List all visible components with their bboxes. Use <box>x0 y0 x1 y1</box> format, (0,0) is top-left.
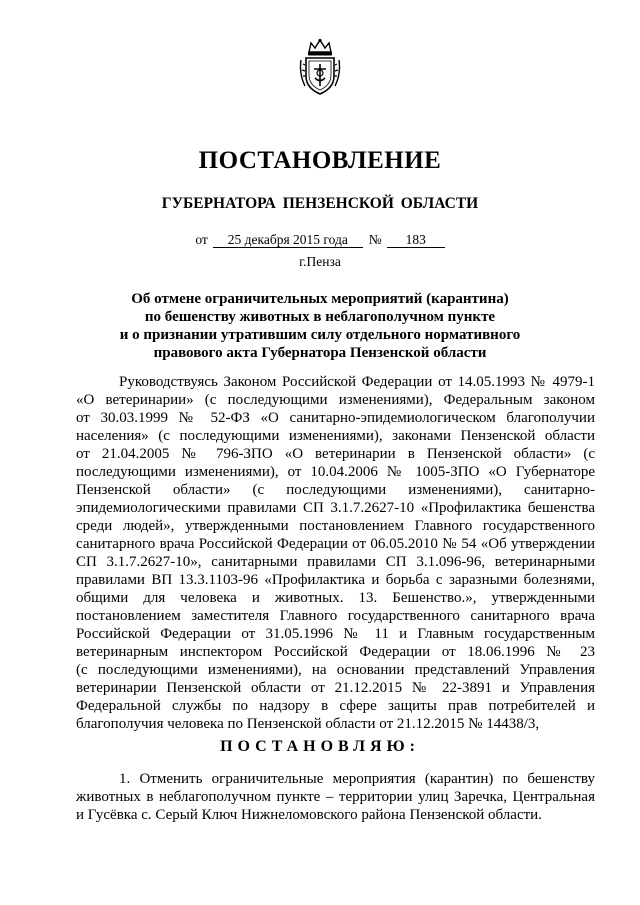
preamble-line: благополучия человека по Пензенской области от 21.12.2015 № 14438/3, <box>76 716 540 732</box>
preamble-line: Руководствуясь Законом Российской Федерации от 14.05.1993 № 4979-1 <box>119 374 595 390</box>
document-heading <box>100 290 540 362</box>
preamble-line: Федеральной службы по надзору в сфере защиты прав потребителей и <box>76 698 595 714</box>
preamble-line: СП 3.1.7.2627-10», санитарными правилами СП 3.1.096-96, ветеринарными <box>76 554 595 570</box>
preamble-line: ветеринарии Пензенской области от 21.12.2015 № 22-3891 и Управления <box>76 680 595 696</box>
preamble-line: (с последующими изменениями), на основании представлений Управления <box>76 662 595 678</box>
preamble-line: ветеринарным инспектором Российской Федерации от 18.06.1996 № 23 <box>76 644 595 660</box>
document-title: ПОСТАНОВЛЕНИЕ <box>198 147 442 174</box>
preamble-line: эпидемиологическими правилами СП 3.1.7.2627-10 «Профилактика бешенства <box>76 500 595 516</box>
heading-line: правового акта Губернатора Пензенской области <box>153 345 487 361</box>
city-of-issue: г.Пенза <box>299 254 341 269</box>
preamble-line: среди людей», утвержденными постановлением Главного государственного <box>76 518 595 534</box>
preamble-line: постановлением заместителя Главного государственного санитарного врача <box>76 608 595 624</box>
preamble-line: Российской Федерации от 31.05.1996 № 11 и Главным государственным <box>76 626 595 642</box>
document-date: 25 декабря 2015 года <box>213 232 363 248</box>
heading-line: и о признании утратившим силу отдельного нормативного <box>119 327 521 343</box>
preamble-line: населения» (с последующими изменениями), законами Пензенской области <box>76 428 595 444</box>
preamble-line: Пензенской области» (с последующими изменениями), санитарно- <box>76 482 595 498</box>
preamble-line: «О ветеринарии» (с последующими изменениями), Федеральным законом <box>76 392 595 408</box>
preamble-paragraph <box>76 373 595 733</box>
preamble-line: последующими изменениями), от 10.04.2006 № 1005-ЗПО «О Губернаторе <box>76 464 595 480</box>
preamble-line: санитарного врача Российской Федерации от 06.05.2010 № 54 «Об утверждении <box>76 536 595 552</box>
clause-1 <box>76 770 595 824</box>
preamble-line: общими для человека и животных. 13. Бешенство.», утвержденными <box>76 590 595 606</box>
document-number: 183 <box>387 232 445 248</box>
clause-line: животных в неблагополучном пункте – территории улиц Заречка, Центральная <box>76 789 595 805</box>
heading-line: Об отмене ограничительных мероприятий (карантина) <box>131 291 509 307</box>
clause-line: 1. Отменить ограничительные мероприятия (карантин) по бешенству <box>119 771 595 787</box>
date-prefix: от <box>195 232 208 247</box>
preamble-line: от 21.04.2005 № 796-ЗПО «О ветеринарии в Пензенской области» (с <box>76 446 595 462</box>
preamble-line: правилами ВП 13.3.1103-96 «Профилактика и борьба с заразными болезнями, <box>76 572 595 588</box>
resolve-heading: ПОСТАНОВЛЯЮ: <box>220 738 420 755</box>
coat-of-arms-emblem <box>297 38 343 96</box>
number-prefix: № <box>368 232 382 247</box>
date-number-line <box>0 231 640 249</box>
clause-line: и Гусёвка с. Серый Ключ Нижнеломовского района Пензенской области. <box>76 807 542 823</box>
issuing-authority: ГУБЕРНАТОРА ПЕНЗЕНСКОЙ ОБЛАСТИ <box>161 195 479 212</box>
heading-line: по бешенству животных в неблагополучном пункте <box>144 309 496 325</box>
preamble-line: от 30.03.1999 № 52-ФЗ «О санитарно-эпидемиологическом благополучии <box>76 410 595 426</box>
